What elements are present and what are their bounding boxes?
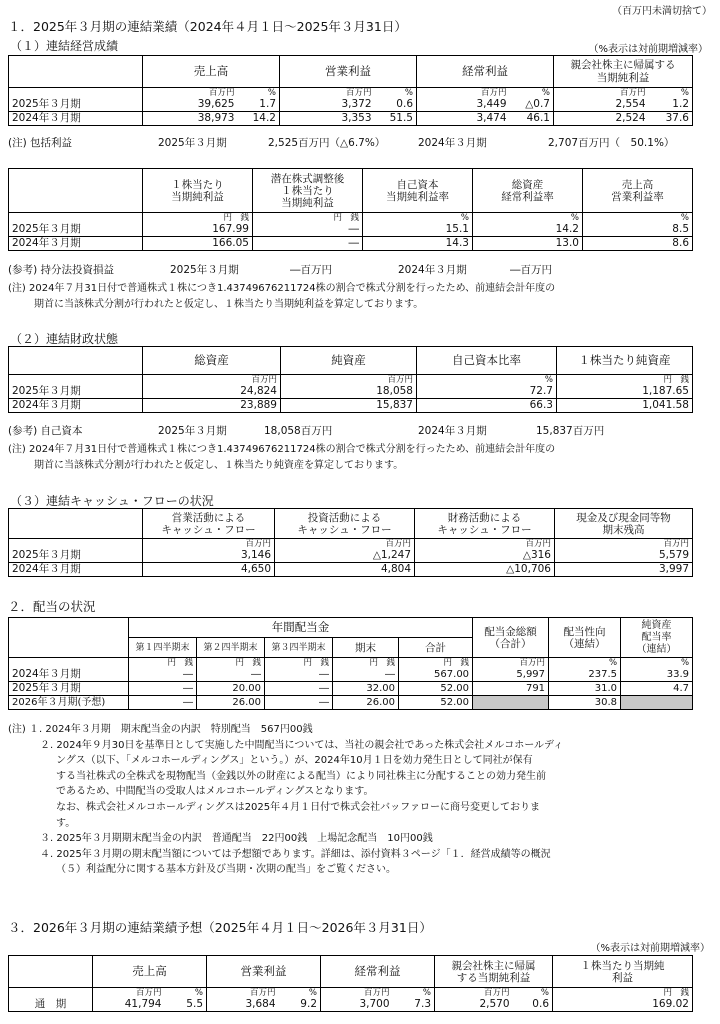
cell: 567.00 xyxy=(399,668,473,682)
header-q1: 第１四半期末 xyxy=(129,638,197,658)
table-row xyxy=(9,668,693,682)
cell: 1,187.65 xyxy=(557,385,693,399)
row-label: 2024年３月期 xyxy=(9,399,143,413)
unit: 百万円 xyxy=(417,88,510,99)
note-line: す。 xyxy=(56,817,76,829)
header-blank xyxy=(9,169,143,213)
cell: 3,474 xyxy=(417,112,510,126)
header-dividend-total: 配当金総額 （合計） xyxy=(473,618,549,658)
table-row xyxy=(9,98,693,112)
cell: 8.5 xyxy=(583,223,693,237)
cell: 3,353 xyxy=(280,112,375,126)
cell: ― xyxy=(253,223,363,237)
cell: 2,554 xyxy=(554,98,649,112)
equity-method-value-2: ―百万円 xyxy=(510,264,552,276)
comprehensive-income-label: (注) 包括利益 xyxy=(8,137,73,149)
cell: 1.2 xyxy=(649,98,693,112)
header-annual-dividend: 年間配当金 xyxy=(129,618,473,638)
header-payout-ratio: 配当性向 （連結） xyxy=(549,618,621,658)
row-label: 2025年３月期 xyxy=(9,682,129,696)
note-split-bps-2: 期首に当該株式分割が行われたと仮定し、１株当たり純資産を算定しております。 xyxy=(34,460,404,471)
unit: 円 銭 xyxy=(333,658,399,669)
header-doe: 純資産 配当率 （連結） xyxy=(621,618,693,658)
header-blank xyxy=(9,618,129,658)
unit: 百万円 xyxy=(435,988,513,999)
cell: ― xyxy=(265,668,333,682)
cell: 33.9 xyxy=(621,668,693,682)
section2-subtitle: （２）連結財政状態 xyxy=(10,332,119,346)
unit: % xyxy=(649,88,693,99)
header-financing-cf: 財務活動による キャッシュ・フロー xyxy=(415,509,555,539)
cell: 7.3 xyxy=(393,998,435,1012)
equity-capital-value-2: 15,837百万円 xyxy=(536,425,605,437)
cell: 14.2 xyxy=(238,112,280,126)
cell: 5,997 xyxy=(473,668,549,682)
note-line: ３. 2025年３月期期末配当金の内訳 普通配当 22円00銭 上場記念配当 10円00銭 xyxy=(40,833,433,845)
equity-method-value-1: ―百万円 xyxy=(290,264,332,276)
row-label: 2024年３月期 xyxy=(9,112,143,126)
unit: 百万円 xyxy=(280,88,375,99)
table-row xyxy=(9,237,693,251)
cell: 169.02 xyxy=(553,998,693,1012)
section1-title: １．2025年３月期の連結業績（2024年４月１日～2025年３月31日） xyxy=(8,19,407,34)
cell: ― xyxy=(197,668,265,682)
header-operating-cf: 営業活動による キャッシュ・フロー xyxy=(143,509,275,539)
unit: 円 銭 xyxy=(143,213,253,224)
table-row xyxy=(9,696,693,710)
cell: 24,824 xyxy=(143,385,281,399)
table-row xyxy=(9,549,693,563)
unit: % xyxy=(393,988,435,999)
unit: % xyxy=(549,658,621,669)
unit: 百万円 xyxy=(143,375,281,386)
row-label: 2024年３月期 xyxy=(9,563,143,577)
unit: 円 銭 xyxy=(253,213,363,224)
unit: % xyxy=(279,988,321,999)
table-row xyxy=(9,998,693,1012)
unit: 百万円 xyxy=(207,988,279,999)
header-net: 親会社株主に帰属する 当期純利益 xyxy=(554,56,693,88)
forecast-title: ３．2026年３月期の連結業績予想（2025年４月１日～2026年３月31日） xyxy=(8,920,432,935)
cell: 3,684 xyxy=(207,998,279,1012)
header-blank xyxy=(9,56,143,88)
cell: △0.7 xyxy=(510,98,554,112)
cell: 66.3 xyxy=(417,399,557,413)
cell: 31.0 xyxy=(549,682,621,696)
cell-shaded xyxy=(621,696,693,710)
cell: 15,837 xyxy=(281,399,417,413)
equity-method-period-1: 2025年３月期 xyxy=(170,264,239,276)
unit: 百万円 xyxy=(473,658,549,669)
cell: 20.00 xyxy=(197,682,265,696)
cell: ― xyxy=(253,237,363,251)
cell: ― xyxy=(333,668,399,682)
cell: 2,570 xyxy=(435,998,513,1012)
cell: ― xyxy=(129,682,197,696)
unit: % xyxy=(165,988,207,999)
cell: 3,449 xyxy=(417,98,510,112)
unit: 円 銭 xyxy=(399,658,473,669)
comprehensive-value-2: 2,707百万円（ 50.1%） xyxy=(548,137,675,149)
unit: % xyxy=(621,658,693,669)
row-label: 2026年３月期(予想) xyxy=(9,696,129,710)
header-operating: 営業利益 xyxy=(207,956,321,988)
dividend-notes xyxy=(8,722,708,878)
note-line: する当社株式の全株式を現物配当（金銭以外の財産による配当）により同社株主に分配することの効力発生前 xyxy=(56,770,546,782)
row-label: 2024年３月期 xyxy=(9,668,129,682)
header-sales: 売上高 xyxy=(143,56,280,88)
note-split-bps-1: (注) 2024年７月31日付で普通株式１株につき1.43749676211724株の割合で株式分割を行ったため、前連結会計年度の xyxy=(8,444,556,455)
cell: 3,146 xyxy=(143,549,275,563)
row-label: 2025年３月期 xyxy=(9,549,143,563)
header-cash-end: 現金及び現金同等物 期末残高 xyxy=(555,509,693,539)
unit: % xyxy=(238,88,280,99)
pct-note: （%表示は対前期増減率） xyxy=(588,44,708,55)
unit: % xyxy=(363,213,473,224)
cell: 1.7 xyxy=(238,98,280,112)
header-total: 合計 xyxy=(399,638,473,658)
cell: 167.99 xyxy=(143,223,253,237)
cell: 237.5 xyxy=(549,668,621,682)
cell: 14.2 xyxy=(473,223,583,237)
cell: 8.6 xyxy=(583,237,693,251)
unit: % xyxy=(583,213,693,224)
header-net: 親会社株主に帰属 する当期純利益 xyxy=(435,956,553,988)
note-split-eps-2: 期首に当該株式分割が行われたと仮定し、１株当たり当期純利益を算定しております。 xyxy=(34,299,424,310)
note-line: (注) １. 2024年３月期 期末配当金の内訳 特別配当 567円00銭 xyxy=(8,724,313,735)
cell: 32.00 xyxy=(333,682,399,696)
cell: 14.3 xyxy=(363,237,473,251)
cell: 791 xyxy=(473,682,549,696)
header-blank xyxy=(9,509,143,539)
row-label: 2024年３月期 xyxy=(9,237,143,251)
header-equity-ratio: 自己資本比率 xyxy=(417,347,557,375)
header-eps: １株当たり当期純 利益 xyxy=(553,956,693,988)
cell: 2,524 xyxy=(554,112,649,126)
cell: ― xyxy=(265,682,333,696)
equity-method-label: (参考) 持分法投資損益 xyxy=(8,264,115,276)
header-roa: 総資産 経常利益率 xyxy=(473,169,583,213)
equity-capital-label: (参考) 自己資本 xyxy=(8,425,83,437)
header-bps: １株当たり純資産 xyxy=(557,347,693,375)
table-row xyxy=(9,399,693,413)
header-ordinary: 経常利益 xyxy=(321,956,435,988)
equity-capital-value-1: 18,058百万円 xyxy=(264,425,333,437)
cell: 52.00 xyxy=(399,696,473,710)
section1-subtitle: （１）連結経営成績 xyxy=(10,39,119,53)
unit: 円 銭 xyxy=(557,375,693,386)
cell: 38,973 xyxy=(143,112,238,126)
cell: 37.6 xyxy=(649,112,693,126)
cell: 15.1 xyxy=(363,223,473,237)
cell: 4.7 xyxy=(621,682,693,696)
unit: 百万円 xyxy=(281,375,417,386)
unit: 円 銭 xyxy=(265,658,333,669)
dividend-title: ２．配当の状況 xyxy=(8,599,96,614)
cell: 23,889 xyxy=(143,399,281,413)
note-line: なお、株式会社メルコホールディングスは2025年４月１日付で株式会社バッファローに商号変更しておりま xyxy=(56,801,540,813)
header-op-margin: 売上高 営業利益率 xyxy=(583,169,693,213)
header-net-assets: 純資産 xyxy=(281,347,417,375)
financial-position-table xyxy=(8,346,693,413)
cell: 4,650 xyxy=(143,563,275,577)
cell: 3,372 xyxy=(280,98,375,112)
table-row xyxy=(9,112,693,126)
unit: 百万円 xyxy=(143,539,275,550)
dividend-table xyxy=(8,617,693,710)
header-eps: １株当たり 当期純利益 xyxy=(143,169,253,213)
unit: 百万円 xyxy=(555,539,693,550)
header-investing-cf: 投資活動による キャッシュ・フロー xyxy=(275,509,415,539)
note-line: （５）利益配分に関する基本方針及び当期・次期の配当」をご覧ください。 xyxy=(56,864,396,876)
forecast-table xyxy=(8,955,693,1012)
cell: 1,041.58 xyxy=(557,399,693,413)
header-q3: 第３四半期末 xyxy=(265,638,333,658)
cell: 26.00 xyxy=(197,696,265,710)
unit: 百万円 xyxy=(554,88,649,99)
forecast-pct-note: （%表示は対前期増減率） xyxy=(590,943,710,954)
note-split-eps-1: (注) 2024年７月31日付で普通株式１株につき1.43749676211724株の割合で株式分割を行ったため、前連結会計年度の xyxy=(8,283,556,294)
header-blank xyxy=(9,956,93,988)
table-row xyxy=(9,385,693,399)
unit: 円 銭 xyxy=(197,658,265,669)
unit-note: （百万円未満切捨て） xyxy=(612,6,712,17)
comprehensive-period-2: 2024年３月期 xyxy=(418,137,487,149)
cell: ― xyxy=(265,696,333,710)
unit: % xyxy=(417,375,557,386)
table-row xyxy=(9,563,693,577)
cell: 166.05 xyxy=(143,237,253,251)
cell: 0.6 xyxy=(513,998,553,1012)
cell: 18,058 xyxy=(281,385,417,399)
note-line: ４. 2025年３月期の期末配当額については予想額であります。詳細は、添付資料３ページ「１．経営成績等の概況 xyxy=(40,848,551,860)
unit: 百万円 xyxy=(321,988,393,999)
cell-shaded xyxy=(473,696,549,710)
cell: 41,794 xyxy=(93,998,165,1012)
header-diluted-eps: 潜在株式調整後 １株当たり 当期純利益 xyxy=(253,169,363,213)
cell: 46.1 xyxy=(510,112,554,126)
note-line: ２. 2024年９月30日を基準日として実施した中間配当については、当社の親会社であった株式会社メルコホールディ xyxy=(40,739,564,751)
unit: % xyxy=(513,988,553,999)
header-blank xyxy=(9,347,143,375)
cell: 3,700 xyxy=(321,998,393,1012)
note-line: ングス（以下、「メルコホールディングス」という。）が、2024年10月１日を効力発生日として同社が保有 xyxy=(56,755,533,767)
cell: 3,997 xyxy=(555,563,693,577)
header-q2: 第２四半期末 xyxy=(197,638,265,658)
header-sales: 売上高 xyxy=(93,956,207,988)
unit: 百万円 xyxy=(93,988,165,999)
cell: 5,579 xyxy=(555,549,693,563)
cell: ― xyxy=(129,668,197,682)
header-roe: 自己資本 当期純利益率 xyxy=(363,169,473,213)
cell: △1,247 xyxy=(275,549,415,563)
row-label: 2025年３月期 xyxy=(9,98,143,112)
cell: 26.00 xyxy=(333,696,399,710)
equity-method-period-2: 2024年３月期 xyxy=(398,264,467,276)
section3-subtitle: （３）連結キャッシュ・フローの状況 xyxy=(10,494,214,508)
per-share-table xyxy=(8,168,693,251)
unit: % xyxy=(473,213,583,224)
table-row xyxy=(9,682,693,696)
cell: 39,625 xyxy=(143,98,238,112)
cell: 0.6 xyxy=(375,98,417,112)
cell: 4,804 xyxy=(275,563,415,577)
cash-flow-table xyxy=(8,508,693,577)
unit: 百万円 xyxy=(143,88,238,99)
equity-capital-period-2: 2024年３月期 xyxy=(418,425,487,437)
row-label: 2025年３月期 xyxy=(9,385,143,399)
header-year-end: 期末 xyxy=(333,638,399,658)
cell: 52.00 xyxy=(399,682,473,696)
unit: 百万円 xyxy=(415,539,555,550)
cell: ― xyxy=(129,696,197,710)
table-row xyxy=(9,223,693,237)
equity-capital-period-1: 2025年３月期 xyxy=(158,425,227,437)
cell: 72.7 xyxy=(417,385,557,399)
results-table xyxy=(8,55,693,126)
cell: △316 xyxy=(415,549,555,563)
comprehensive-value-1: 2,525百万円（△6.7%） xyxy=(268,137,386,149)
note-line: であるため、中間配当の受取人はメルコホールディングスとなります。 xyxy=(56,786,374,798)
cell: 13.0 xyxy=(473,237,583,251)
row-label: 通 期 xyxy=(9,998,93,1012)
cell: 9.2 xyxy=(279,998,321,1012)
unit: 円 銭 xyxy=(129,658,197,669)
unit: 百万円 xyxy=(275,539,415,550)
unit: 円 銭 xyxy=(553,988,693,999)
cell: 51.5 xyxy=(375,112,417,126)
cell: △10,706 xyxy=(415,563,555,577)
header-operating: 営業利益 xyxy=(280,56,417,88)
header-total-assets: 総資産 xyxy=(143,347,281,375)
unit: % xyxy=(510,88,554,99)
header-ordinary: 経常利益 xyxy=(417,56,554,88)
cell: 5.5 xyxy=(165,998,207,1012)
comprehensive-period-1: 2025年３月期 xyxy=(158,137,227,149)
row-label: 2025年３月期 xyxy=(9,223,143,237)
unit: % xyxy=(375,88,417,99)
cell: 30.8 xyxy=(549,696,621,710)
